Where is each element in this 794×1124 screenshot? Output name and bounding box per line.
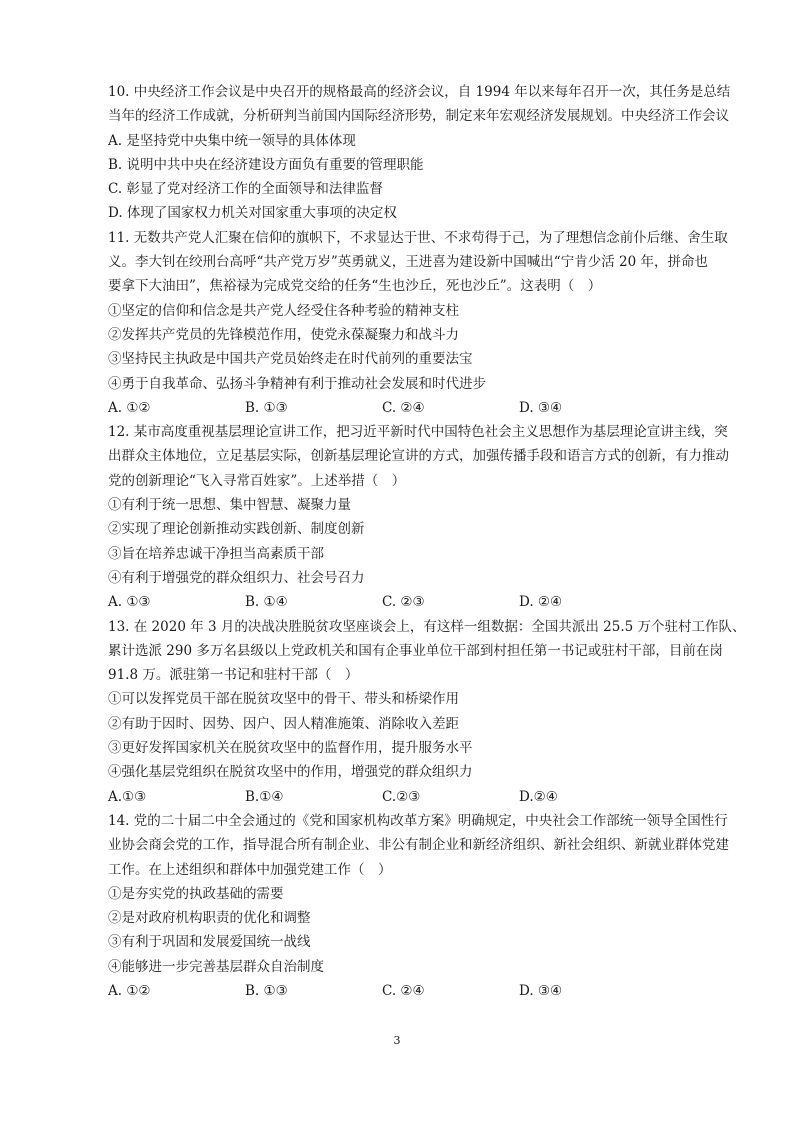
answer-option: C. ②④: [382, 399, 425, 416]
question-text-line: ②是对政府机构职责的优化和调整: [108, 910, 311, 927]
question-text-line: 14. 党的二十届二中全会通过的《党和国家机构改革方案》明确规定，中央社会工作部统一领导全国性行: [108, 812, 728, 829]
question-text-line: ③坚持民主执政是中国共产党员始终走在时代前列的重要法宝: [108, 351, 473, 368]
question-text-line: 出群众主体地位，立足基层实际，创新基层理论宣讲的方式，加强传播手段和语言方式的创新，有力推动: [108, 448, 729, 465]
question-text-line: 11. 无数共产党人汇聚在信仰的旗帜下，不求显达于世、不求苟得于己，为了理想信念前仆后继、舍生取: [108, 229, 728, 246]
question-text-line: A. 是坚持党中央集中统一领导的具体体现: [108, 132, 356, 149]
question-text-line: ①可以发挥党员干部在脱贫攻坚中的骨干、带头和桥梁作用: [108, 691, 459, 708]
question-text-line: ③有利于巩固和发展爱国统一战线: [108, 934, 311, 951]
question-text-line: D. 体现了国家权力机关对国家重大事项的决定权: [108, 205, 397, 222]
answer-options: [108, 785, 748, 809]
question-text-line: 13. 在 2020 年 3 月的决战决胜脱贫攻坚座谈会上，有这样一组数据：全国共派出 25.5 万个驻村工作队、: [108, 618, 746, 635]
question-list: [108, 80, 748, 1003]
question-text-line: ④勇于自我革命、弘扬斗争精神有利于推动社会发展和时代进步: [108, 375, 486, 392]
answer-option: C. ②③: [382, 594, 425, 611]
question-text-line: B. 说明中共中央在经济建设方面负有重要的管理职能: [108, 156, 424, 173]
answer-option: B.①④: [245, 788, 284, 805]
answer-option: A.①③: [108, 788, 147, 805]
question-12: [108, 420, 748, 614]
question-text-line: ①坚定的信仰和信念是共产党人经受住各种考验的精神支柱: [108, 302, 459, 319]
question-text-line: ③旨在培养忠诚干净担当高素质干部: [108, 545, 324, 562]
question-text-line: ②发挥共产党员的先锋模范作用，使党永葆凝聚力和战斗力: [108, 326, 459, 343]
question-text-line: ③更好发挥国家机关在脱贫攻坚中的监督作用，提升服务水平: [108, 740, 473, 757]
question-text-line: 工作。在上述组织和群体中加强党建工作（ ）: [108, 861, 392, 878]
answer-option: A. ①②: [108, 982, 151, 999]
question-text-line: 10. 中央经济工作会议是中央召开的规格最高的经济会议，自 1994 年以来每年召开一次，其任务是总结: [108, 84, 731, 100]
page-number: 3: [393, 1034, 401, 1047]
question-text-line: ④强化基层党组织在脱贫攻坚中的作用，增强党的群众组织力: [108, 764, 473, 781]
question-text-line: 要拿下大油田”，焦裕禄为完成党交给的任务“生也沙丘，死也沙丘”。这表明（ ）: [108, 278, 602, 295]
question-text-line: 业协会商会党的工作，指导混合所有制企业、非公有制企业和新经济组织、新社会组织、新就业群体党建: [108, 837, 729, 854]
answer-option: B. ①④: [245, 594, 288, 611]
question-text-line: 91.8 万。派驻第一书记和驻村干部（ ）: [108, 667, 359, 684]
question-text-line: 累计选派 290 多万名县级以上党政机关和国有企事业单位干部到村担任第一书记或驻村干部，目前在岗: [108, 642, 723, 659]
question-10: [108, 80, 748, 226]
answer-options: [108, 979, 748, 1003]
question-text-line: ②实现了理论创新推动实践创新、制度创新: [108, 521, 365, 538]
question-13: [108, 615, 748, 809]
question-text-line: 当年的经济工作成就，分析研判当前国内国际经济形势，制定来年宏观经济发展规划。中央经济工作会议: [108, 108, 729, 125]
answer-option: A. ①②: [108, 399, 151, 416]
question-text-line: ①是夯实党的执政基础的需要: [108, 885, 284, 902]
answer-option: D. ②④: [519, 594, 563, 611]
answer-option: B. ①③: [245, 982, 288, 999]
question-14: [108, 809, 748, 1003]
answer-option: C.②③: [382, 788, 421, 805]
question-text-line: ④有利于增强党的群众组织力、社会号召力: [108, 569, 365, 586]
question-11: [108, 226, 748, 420]
question-text-line: ②有助于因时、因势、因户、因人精准施策、消除收入差距: [108, 715, 459, 732]
answer-options: [108, 590, 748, 614]
answer-option: D.②④: [519, 788, 558, 805]
answer-option: A. ①③: [108, 594, 151, 611]
question-text-line: C. 彰显了党对经济工作的全面领导和法律监督: [108, 181, 383, 198]
answer-option: D. ③④: [519, 399, 563, 416]
answer-option: B. ①③: [245, 399, 288, 416]
question-text-line: ①有利于统一思想、集中智慧、凝聚力量: [108, 497, 351, 514]
answer-options: [108, 396, 748, 420]
answer-option: C. ②④: [382, 982, 425, 999]
question-text-line: 义。李大钊在绞刑台高呼“共产党万岁”英勇就义，王进喜为建设新中国喊出“宁肯少活 20 年，拼命也: [108, 254, 708, 271]
question-text-line: 党的创新理论“飞入寻常百姓家”。上述举措（ ）: [108, 472, 406, 489]
question-text-line: 12. 某市高度重视基层理论宣讲工作，把习近平新时代中国特色社会主义思想作为基层理论宣讲主线，突: [108, 424, 728, 441]
answer-option: D. ③④: [519, 982, 563, 999]
question-text-line: ④能够进一步完善基层群众自治制度: [108, 958, 324, 975]
